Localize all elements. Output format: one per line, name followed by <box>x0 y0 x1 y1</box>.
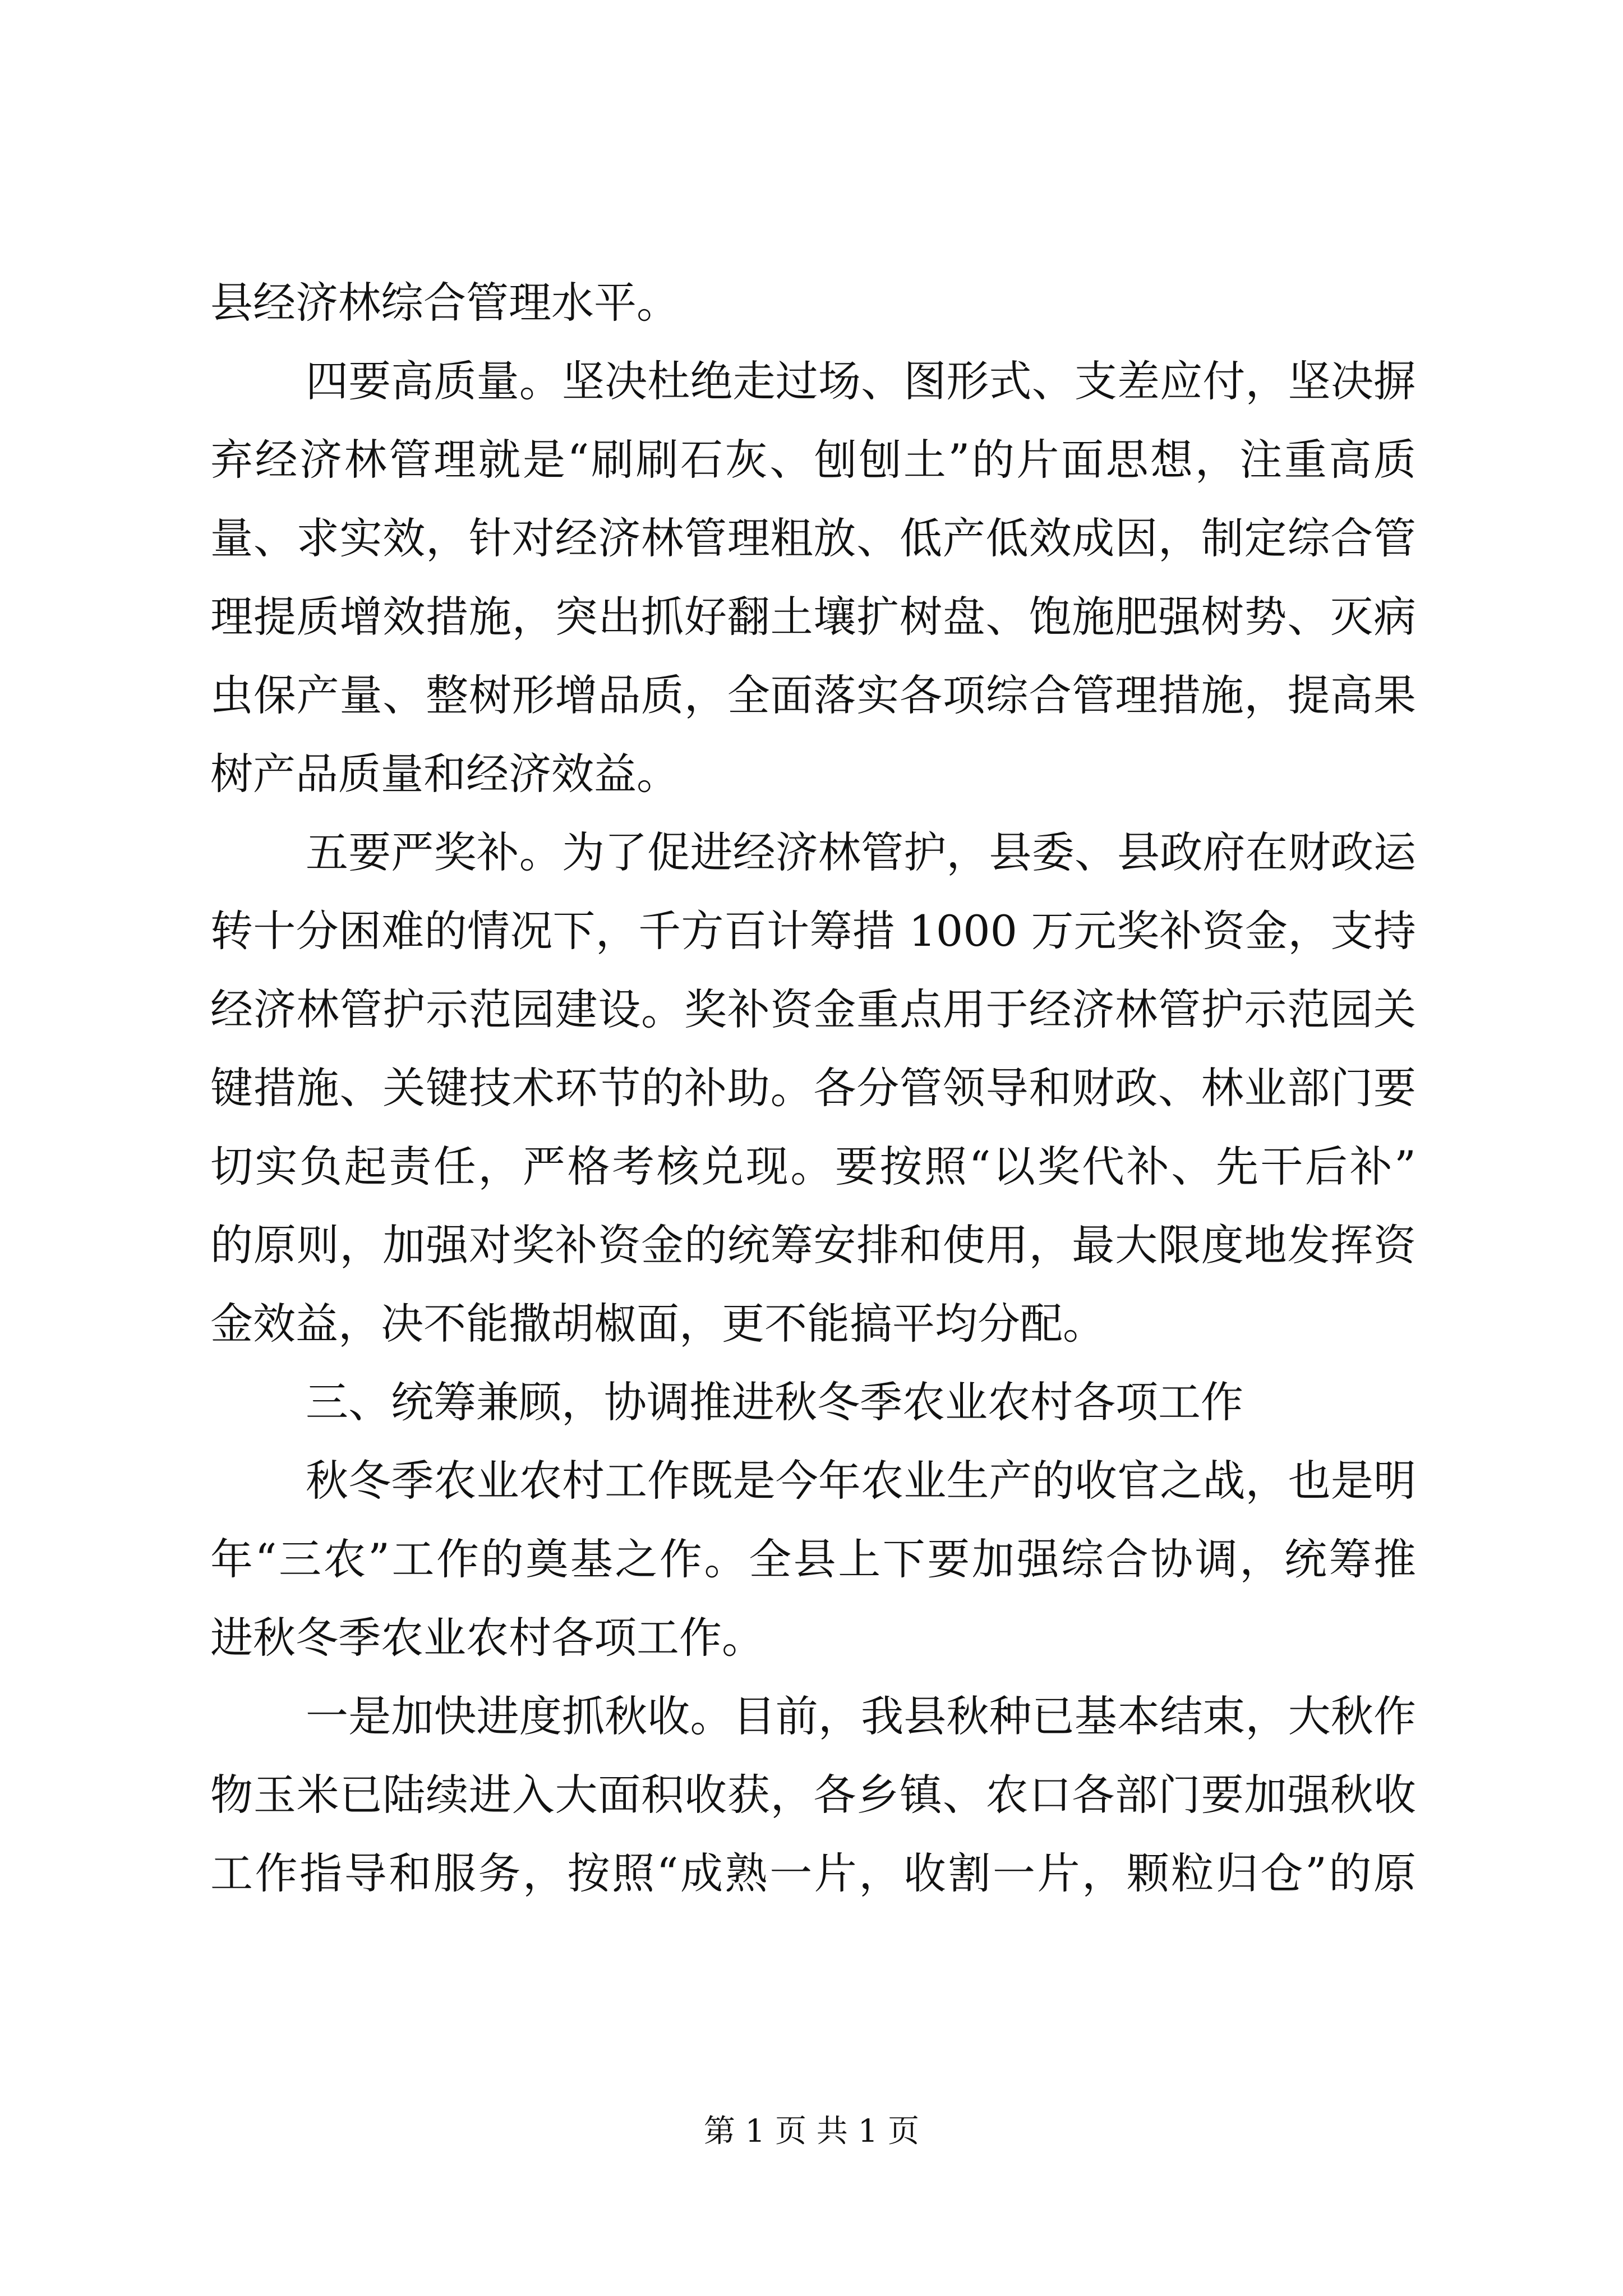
paragraph-line: 秋冬季农业农村工作既是今年农业生产的收官之战，也是明 <box>306 1456 1416 1506</box>
text-line: 金效益，决不能撒胡椒面，更不能搞平均分配。 <box>210 1299 1105 1349</box>
section-heading: 三、统筹兼顾，协调推进秋冬季农业农村各项工作 <box>306 1377 1243 1427</box>
text-line: 切实负起责任，严格考核兑现。要按照“以奖代补、先干后补” <box>210 1142 1416 1191</box>
text-line: 经济林管护示范园建设。奖补资金重点用于经济林管护示范园关 <box>210 984 1416 1034</box>
paragraph-line: 五要严奖补。为了促进经济林管护，县委、县政府在财政运 <box>306 827 1416 877</box>
text-line: 理提质增效措施，突出抓好翻土壤扩树盘、饱施肥强树势、灭病 <box>210 592 1416 642</box>
document-body <box>210 264 1416 1913</box>
text-line: 的原则，加强对奖补资金的统筹安排和使用，最大限度地发挥资 <box>210 1220 1416 1270</box>
text-line: 键措施、关键技术环节的补助。各分管领导和财政、林业部门要 <box>210 1063 1416 1113</box>
text-line: 虫保产量、整树形增品质，全面落实各项综合管理措施，提高果 <box>210 670 1416 720</box>
paragraph-line: 四要高质量。坚决杜绝走过场、图形式、支差应付，坚决摒 <box>306 356 1416 406</box>
text-line: 工作指导和服务，按照“成熟一片，收割一片，颗粒归仓”的原 <box>210 1848 1416 1898</box>
text-line: 年“三农”工作的奠基之作。全县上下要加强综合协调，统筹推 <box>210 1534 1416 1584</box>
paragraph-line: 一是加快进度抓秋收。目前，我县秋种已基本结束，大秋作 <box>306 1691 1416 1741</box>
text-line: 进秋冬季农业农村各项工作。 <box>210 1613 764 1663</box>
page-number-footer: 第 1 页 共 1 页 <box>703 2113 920 2150</box>
text-line: 转十分困难的情况下，千方百计筹措 1000 万元奖补资金，支持 <box>210 906 1416 956</box>
text-line: 树产品质量和经济效益。 <box>210 749 679 799</box>
text-line: 县经济林综合管理水平。 <box>210 278 679 328</box>
text-line: 物玉米已陆续进入大面积收获，各乡镇、农口各部门要加强秋收 <box>210 1770 1416 1820</box>
text-line: 弃经济林管理就是“刷刷石灰、刨刨土”的片面思想，注重高质 <box>210 435 1416 485</box>
text-line: 量、求实效，针对经济林管理粗放、低产低效成因，制定综合管 <box>210 513 1416 563</box>
